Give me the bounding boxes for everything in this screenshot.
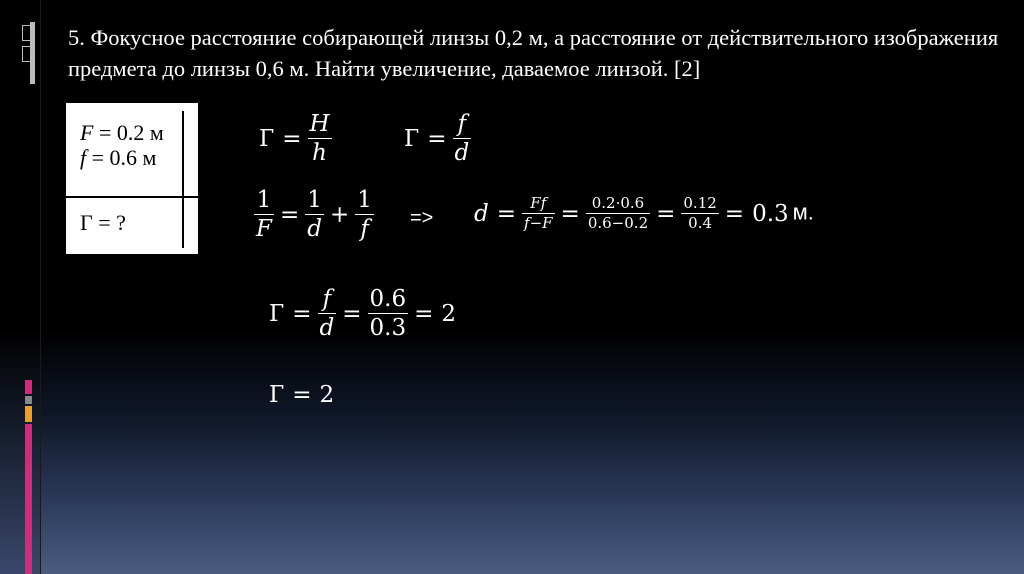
formula-magnification-distances: Г = $\frac{f}{d}$ (404, 111, 470, 166)
task-statement: 5. Фокусное расстояние собирающей линзы 0,2 м, а расстояние от действительного изображения предмета до линзы 0,6 м. Найти увеличение, даваемое линзой. [2] (68, 25, 999, 81)
given-find: Г = ? (80, 210, 126, 235)
accent-bar-gray (25, 396, 32, 404)
given-divider-horizontal (66, 196, 198, 198)
decor-bar-icon (30, 22, 35, 84)
formula-distance-calculation: d = $\frac{Ff}{f-F}$ = $\frac{0.2\cdot 0.6}{0.6-0.2}$ = $\frac{0.12}{0.4}$ = 0.3 м. (474, 194, 814, 232)
formula-magnification-heights: Г = $\frac{H}{h}$ (259, 111, 330, 166)
accent-bar-orange (25, 406, 32, 422)
final-answer: Г = 2 (269, 382, 335, 408)
given-image-distance: f = 0.6 м (80, 145, 157, 170)
formula-magnification-calculation: Г = $\frac{f}{d}$ = $\frac{0.6}{0.3}$ = 2 (269, 286, 457, 341)
implies-arrow: => (410, 207, 434, 229)
given-focal-length: F = 0.2 м (80, 120, 164, 145)
formula-thin-lens: $\frac{1}{F}$ = $\frac{1}{d}$ + $\frac{1}{f}$ (256, 187, 372, 242)
accent-bar-magenta (25, 380, 32, 394)
left-decorative-strip (0, 0, 41, 574)
given-box (66, 103, 198, 254)
given-divider-vertical (182, 111, 184, 248)
accent-bar-magenta-long (25, 424, 32, 574)
